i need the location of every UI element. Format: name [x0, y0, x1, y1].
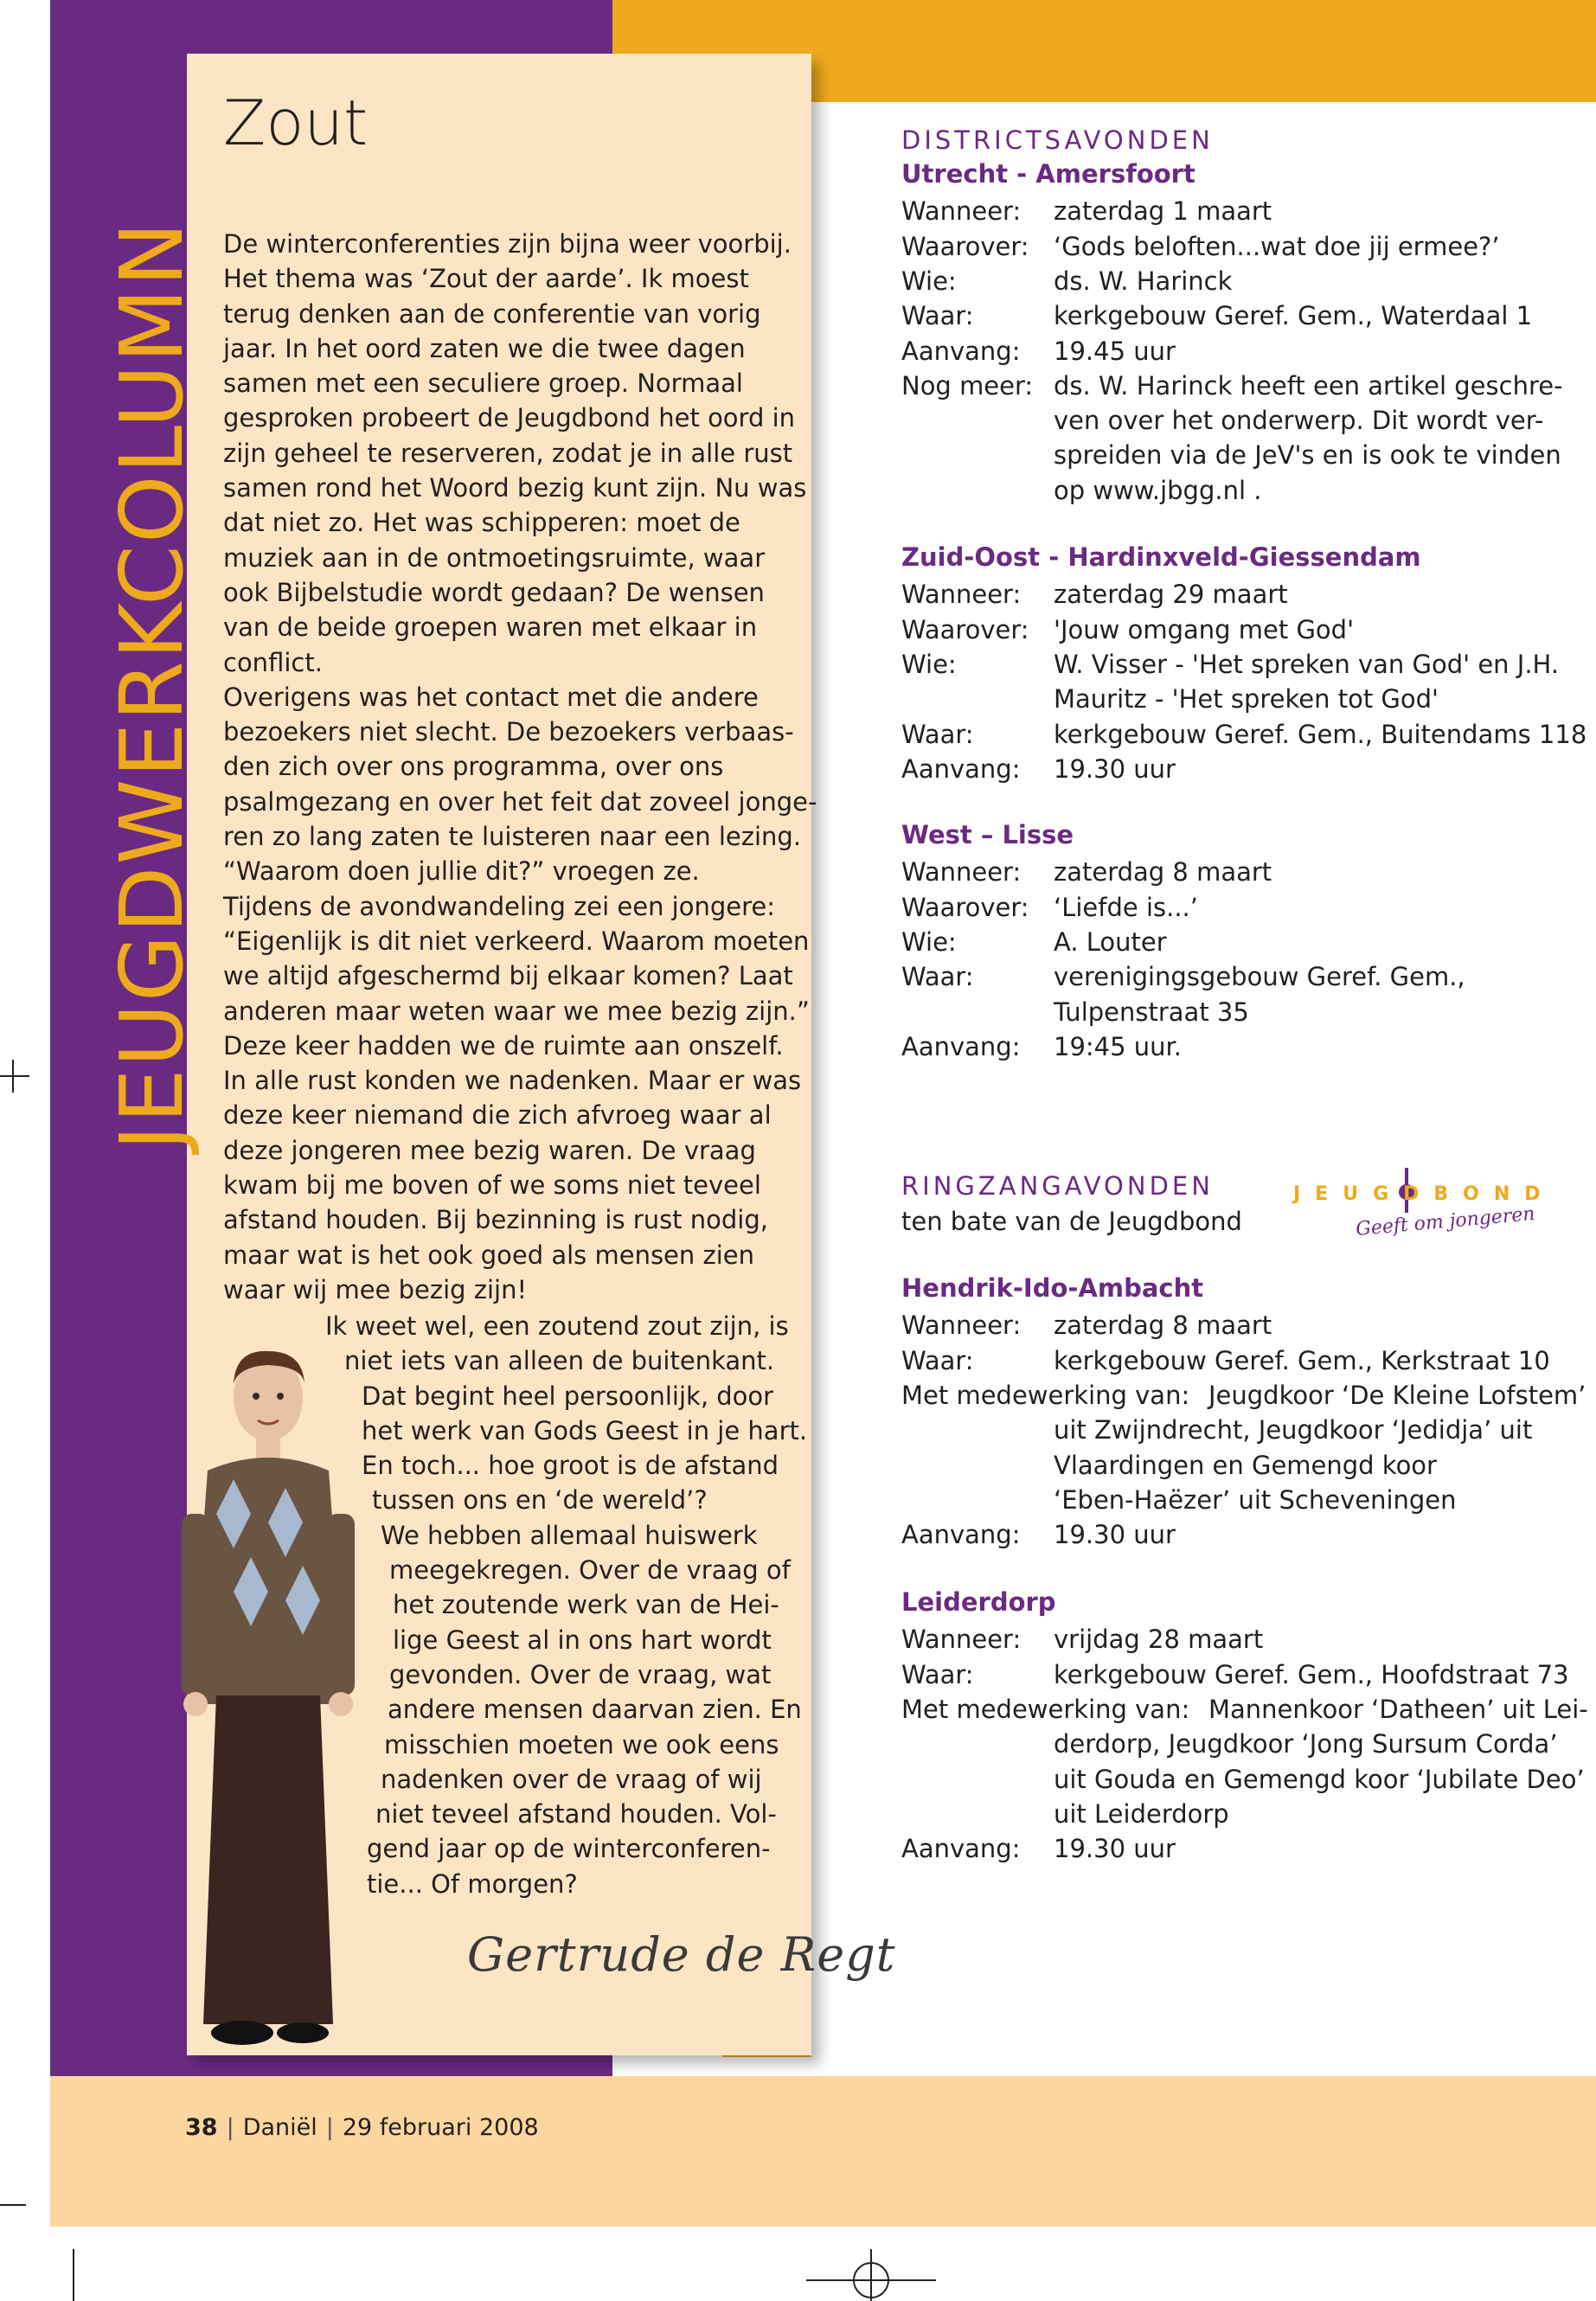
- column-line: deze jongeren mee bezig waren. De vraag: [223, 1135, 756, 1165]
- event-row-value: spreiden via de JeV's en is ook te vinden: [1054, 440, 1561, 471]
- footer-band: [50, 2076, 1596, 2227]
- event-row-value: 'Jouw omgang met God': [1054, 614, 1355, 644]
- event-row-value: 19.30 uur: [1054, 1834, 1176, 1864]
- event-row-label: Nog meer:: [901, 370, 1034, 401]
- event-row-value: verenigingsgebouw Geref. Gem.,: [1054, 962, 1465, 992]
- event-row-label: Wanneer:: [901, 1311, 1022, 1341]
- column-line: jaar. In het oord zaten we die twee dagen: [223, 333, 746, 363]
- column-line: gesproken probeert de Jeugdbond het oord in: [223, 403, 796, 433]
- crop-mark: [0, 2204, 26, 2206]
- column-line: anderen maar weten waar we mee bezig zijn.”: [223, 996, 810, 1026]
- event-row-label: Waar:: [901, 1345, 974, 1375]
- event-row-label: Aanvang:: [901, 1031, 1021, 1061]
- event-row-value: kerkgebouw Geref. Gem., Buitendams 118: [1054, 719, 1587, 749]
- column-line: En toch... hoe groot is de afstand: [362, 1451, 779, 1481]
- column-line: kwam bij me boven of we soms niet teveel: [223, 1170, 761, 1201]
- event-row-value: ‘Eben-Haëzer’ uit Scheveningen: [1054, 1484, 1457, 1515]
- event-row-value: Tulpenstraat 35: [1054, 997, 1249, 1027]
- event-title: Hendrik-Ido-Ambacht: [901, 1273, 1204, 1303]
- column-line: ook Bijbelstudie wordt gedaan? De wensen: [223, 577, 765, 607]
- vertical-column-label: JEUGDWERKCOLUMN: [101, 220, 202, 1150]
- event-row-value: kerkgebouw Geref. Gem., Waterdaal 1: [1054, 301, 1533, 331]
- crop-mark: [73, 2249, 74, 2301]
- event-title: Zuid-Oost - Hardinxveld-Giessendam: [901, 542, 1421, 572]
- event-row-label: Met medewerking van:: [901, 1694, 1190, 1724]
- column-line: Overigens was het contact met die andere: [223, 682, 759, 712]
- event-row-label: Waarover:: [901, 614, 1029, 644]
- column-line: samen met een seculiere groep. Normaal: [223, 369, 743, 399]
- column-line: niet teveel afstand houden. Vol-: [375, 1799, 777, 1830]
- event-row-value: ‘Liefde is...’: [1054, 892, 1198, 922]
- event-row-value: op www.jbgg.nl .: [1054, 475, 1262, 505]
- event-title: Leiderdorp: [901, 1587, 1056, 1617]
- column-line: dat niet zo. Het was schipperen: moet de: [223, 508, 740, 538]
- column-line: terug denken aan de conferentie van vorig: [223, 298, 761, 329]
- event-row-label: Wie:: [901, 266, 957, 296]
- column-line: samen rond het Woord bezig kunt zijn. Nu was: [223, 473, 807, 503]
- event-title: West – Lisse: [901, 820, 1074, 849]
- event-row-value: 19.30 uur: [1054, 1520, 1176, 1550]
- column-line: tie... Of morgen?: [367, 1868, 578, 1899]
- event-row-value: zaterdag 8 maart: [1054, 857, 1272, 888]
- event-row-label: Wanneer:: [901, 1625, 1022, 1655]
- event-row-label: Wanneer:: [901, 857, 1022, 888]
- ringzangavonden-heading: RINGZANGAVONDEN: [901, 1171, 1214, 1201]
- column-line: Dat begint heel persoonlijk, door: [362, 1381, 774, 1411]
- registration-mark: [806, 2249, 936, 2301]
- event-row-label: Aanvang:: [901, 336, 1021, 366]
- event-row-value: zaterdag 29 maart: [1054, 580, 1288, 610]
- event-row-label: Waarover:: [901, 231, 1029, 261]
- column-line: meegekregen. Over de vraag of: [389, 1555, 791, 1586]
- column-line: van de beide groepen waren met elkaar in: [223, 612, 758, 643]
- page-number: 38: [185, 2114, 218, 2141]
- event-row-label: Waar:: [901, 719, 974, 749]
- event-row-label: Waar:: [901, 301, 974, 331]
- page-footer: 38 | Daniël | 29 februari 2008: [185, 2114, 539, 2141]
- column-line: lige Geest al in ons hart wordt: [393, 1625, 772, 1655]
- column-line: gevonden. Over de vraag, wat: [389, 1659, 772, 1689]
- column-line: Tijdens de avondwandeling zei een jongere:: [223, 891, 776, 921]
- column-line: het zoutende werk van de Hei-: [393, 1590, 779, 1620]
- column-line: den zich over ons programma, over ons: [223, 752, 724, 782]
- event-row-value: ds. W. Harinck heeft een artikel geschre-: [1054, 370, 1563, 401]
- author-signature: Gertrude de Regt: [467, 1927, 896, 1982]
- event-row-value: ‘Gods beloften...wat doe jij ermee?’: [1054, 231, 1500, 261]
- column-line: We hebben allemaal huiswerk: [381, 1520, 758, 1550]
- event-row-value: A. Louter: [1054, 926, 1167, 957]
- column-line: Het thema was ‘Zout der aarde’. Ik moest: [223, 264, 749, 294]
- districtsavonden-heading: DISTRICTSAVONDEN: [901, 125, 1214, 155]
- column-line: psalmgezang en over het feit dat zoveel jonge-: [223, 786, 817, 817]
- logo-wordmark: JEUGDBOND: [1293, 1183, 1555, 1205]
- column-line: Deze keer hadden we de ruimte aan onszelf.: [223, 1030, 784, 1061]
- event-row-label: Wie:: [901, 649, 957, 679]
- event-row-value: 19:45 uur.: [1054, 1031, 1183, 1061]
- event-row-value: Mauritz - 'Het spreken tot God': [1054, 684, 1439, 715]
- column-line: maar wat is het ook goed als mensen zien: [223, 1240, 754, 1270]
- column-line: we altijd afgeschermd bij elkaar komen? Laat: [223, 961, 793, 991]
- event-row-value: zaterdag 8 maart: [1054, 1311, 1272, 1341]
- column-line: tussen ons en ‘de wereld’?: [372, 1485, 708, 1516]
- column-title: Zout: [223, 87, 369, 159]
- event-row-label: Waar:: [901, 1659, 974, 1689]
- event-row-value: ds. W. Harinck: [1054, 266, 1233, 296]
- event-row-label: Waarover:: [901, 892, 1029, 922]
- logo-tagline: Geeft om jongeren: [1355, 1202, 1536, 1241]
- event-row-value: uit Zwijndrecht, Jeugdkoor ‘Jedidja’ uit: [1054, 1415, 1533, 1445]
- column-line: waar wij mee bezig zijn!: [223, 1274, 528, 1304]
- column-line: andere mensen daarvan zien. En: [388, 1695, 802, 1725]
- event-row-label: Wanneer:: [901, 580, 1022, 610]
- column-body: [223, 227, 817, 1307]
- column-line: deze keer niemand die zich afvroeg waar al: [223, 1100, 772, 1131]
- author-photo: [173, 1341, 363, 2059]
- event-row-value: 19.30 uur: [1054, 753, 1176, 784]
- event-row-value: uit Gouda en Gemengd koor ‘Jubilate Deo’: [1054, 1764, 1585, 1794]
- event-row-value: vrijdag 28 maart: [1054, 1625, 1264, 1655]
- column-line: In alle rust konden we nadenken. Maar er was: [223, 1066, 802, 1096]
- event-row-value: Vlaardingen en Gemengd koor: [1054, 1450, 1437, 1480]
- column-line: conflict.: [223, 647, 323, 677]
- column-line: zijn geheel te reserveren, zodat je in alle rust: [223, 438, 793, 468]
- event-row-value: Jeugdkoor ‘De Kleine Lofstem’: [1208, 1380, 1586, 1410]
- crop-mark: [0, 1075, 29, 1077]
- issue-date: 29 februari 2008: [342, 2114, 539, 2141]
- event-row-value: W. Visser - 'Het spreken van God' en J.H.: [1054, 649, 1560, 679]
- event-row-value: uit Leiderdorp: [1054, 1798, 1229, 1829]
- column-line: misschien moeten we ook eens: [384, 1729, 779, 1759]
- event-row-value: derdorp, Jeugdkoor ‘Jong Sursum Corda’: [1054, 1729, 1558, 1759]
- event-row-value: kerkgebouw Geref. Gem., Hoofdstraat 73: [1054, 1659, 1569, 1689]
- event-row-label: Wie:: [901, 926, 957, 957]
- column-line: muziek aan in de ontmoetingsruimte, waar: [223, 542, 766, 573]
- column-line: niet iets van alleen de buitenkant.: [344, 1346, 775, 1376]
- event-row-label: Aanvang:: [901, 1520, 1021, 1550]
- column-line: “Eigenlijk is dit niet verkeerd. Waarom moeten: [223, 926, 810, 956]
- event-row-label: Aanvang:: [901, 1834, 1021, 1864]
- column-line: ren zo lang zaten te luisteren naar een lezing.: [223, 822, 802, 852]
- event-title: Utrecht - Amersfoort: [901, 159, 1195, 189]
- column-line: Ik weet wel, een zoutend zout zijn, is: [325, 1311, 789, 1341]
- column-line: De winterconferenties zijn bijna weer voorbij.: [223, 229, 792, 259]
- column-line: gend jaar op de winterconferen-: [367, 1834, 771, 1864]
- event-row-value: ven over het onderwerp. Dit wordt ver-: [1054, 406, 1544, 436]
- event-row-value: zaterdag 1 maart: [1054, 196, 1272, 227]
- event-row-label: Aanvang:: [901, 753, 1021, 784]
- event-row-value: Mannenkoor ‘Datheen’ uit Lei-: [1208, 1694, 1588, 1724]
- column-line: afstand houden. Bij bezinning is rust nodig,: [223, 1205, 768, 1235]
- crop-mark: [12, 1060, 14, 1093]
- event-row-value: kerkgebouw Geref. Gem., Kerkstraat 10: [1054, 1345, 1550, 1375]
- magazine-name: Daniël: [242, 2114, 317, 2141]
- column-line: nadenken over de vraag of wij: [381, 1764, 762, 1794]
- column-line: het werk van Gods Geest in je hart.: [362, 1415, 808, 1445]
- ringzangavonden-subheading: ten bate van de Jeugdbond: [901, 1207, 1242, 1236]
- event-row-label: Waar:: [901, 962, 974, 992]
- jeugdbond-logo: [1293, 1168, 1555, 1250]
- event-row-value: 19.45 uur: [1054, 336, 1176, 366]
- column-line: bezoekers niet slecht. De bezoekers verbaas-: [223, 717, 794, 747]
- column-line: “Waarom doen jullie dit?” vroegen ze.: [223, 856, 700, 887]
- event-row-label: Met medewerking van:: [901, 1380, 1190, 1410]
- event-row-label: Wanneer:: [901, 196, 1022, 227]
